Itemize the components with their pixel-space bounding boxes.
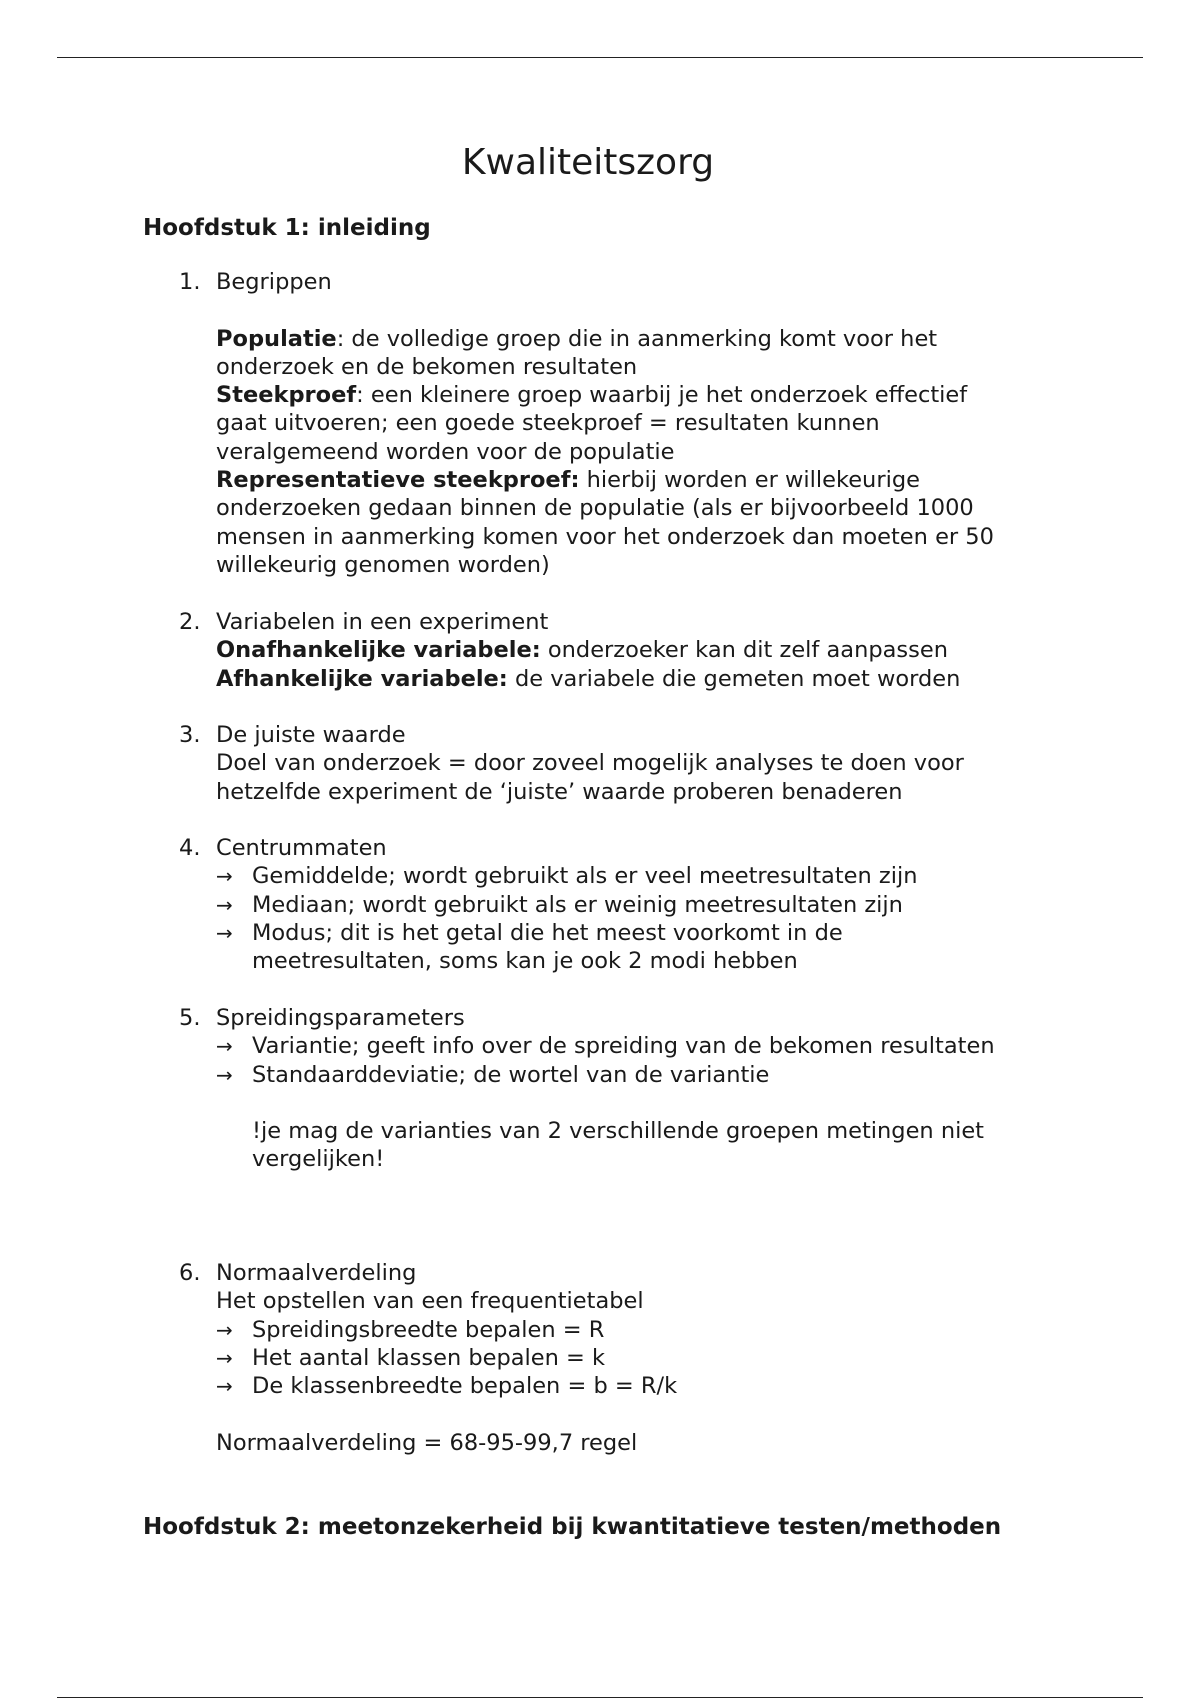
item-number: 5.: [179, 1005, 201, 1031]
warning-note: !je mag de varianties van 2 verschillende groepen metingen niet: [252, 1118, 984, 1145]
item-heading: Begrippen: [216, 269, 332, 295]
item-heading: Centrummaten: [216, 835, 387, 861]
definition-populatie: Populatie: de volledige groep die in aanmerking komt voor het: [216, 325, 938, 352]
arrow-icon: →: [216, 892, 233, 917]
arrow-icon: →: [216, 1034, 233, 1059]
bullet-standaarddeviatie: → Standaarddeviatie; de wortel van de variantie: [216, 1061, 770, 1088]
bullet-variantie: → Variantie; geeft info over de spreiding van de bekomen resultaten: [216, 1033, 995, 1060]
item-heading: Spreidingsparameters: [216, 1005, 465, 1031]
term-steekproef: Steekproef: [216, 382, 357, 409]
chapter-1-heading: Hoofdstuk 1: inleiding: [143, 215, 431, 241]
chapter-2-heading: Hoofdstuk 2: meetonzekerheid bij kwantitatieve testen/methoden: [143, 1514, 1002, 1540]
bullet-gemiddelde: → Gemiddelde; wordt gebruikt als er veel meetresultaten zijn: [216, 863, 918, 890]
page-title: Kwaliteitszorg: [461, 142, 715, 183]
bullet-modus: → Modus; dit is het getal die het meest voorkomt in de: [216, 919, 843, 946]
definition-onafhankelijke-variabele: Onafhankelijke variabele: onderzoeker kan dit zelf aanpassen: [216, 637, 948, 664]
bottom-rule: [57, 1697, 1143, 1698]
item-heading: Variabelen in een experiment: [216, 609, 549, 635]
arrow-icon: →: [216, 920, 233, 945]
arrow-icon: →: [216, 1345, 233, 1370]
item-number: 1.: [179, 269, 201, 295]
definition-representatieve-steekproef: Representatieve steekproef: hierbij worden er willekeurige: [216, 467, 920, 494]
item-number: 2.: [179, 609, 201, 635]
arrow-icon: →: [216, 1062, 233, 1087]
item-number: 4.: [179, 835, 201, 861]
arrow-icon: →: [216, 1317, 233, 1342]
arrow-icon: →: [216, 864, 233, 889]
item-number: 3.: [179, 722, 201, 748]
item-heading: De juiste waarde: [216, 722, 406, 748]
definition-afhankelijke-variabele: Afhankelijke variabele: de variabele die gemeten moet worden: [216, 665, 961, 692]
bullet-mediaan: → Mediaan; wordt gebruikt als er weinig meetresultaten zijn: [216, 891, 903, 918]
bullet-aantal-klassen: → Het aantal klassen bepalen = k: [216, 1344, 606, 1371]
top-rule: [57, 57, 1143, 58]
normaalverdeling-rule: Normaalverdeling = 68-95-99,7 regel: [216, 1429, 638, 1456]
term-representatieve-steekproef: Representatieve steekproef:: [216, 467, 580, 494]
item-number: 6.: [179, 1260, 201, 1286]
item-heading: Normaalverdeling: [216, 1260, 417, 1286]
term-populatie: Populatie: [216, 325, 337, 352]
bullet-spreidingsbreedte: → Spreidingsbreedte bepalen = R: [216, 1316, 605, 1343]
arrow-icon: →: [216, 1374, 233, 1399]
bullet-klassenbreedte: → De klassenbreedte bepalen = b = R/k: [216, 1373, 678, 1400]
definition-steekproef: Steekproef: een kleinere groep waarbij je het onderzoek effectief: [216, 382, 968, 409]
